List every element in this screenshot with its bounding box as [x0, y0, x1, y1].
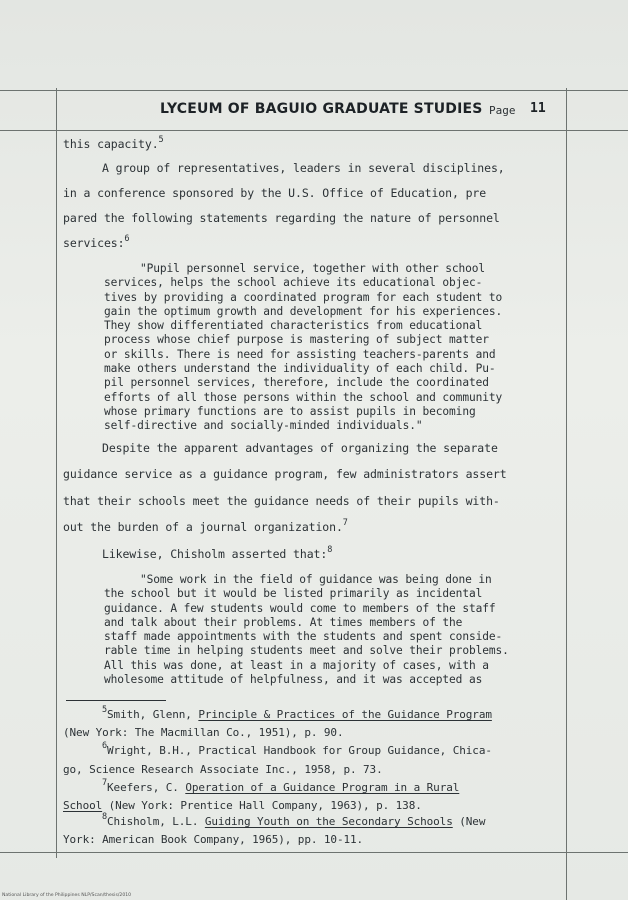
body-line: that their schools meet the guidance needs of their pupils with-: [63, 494, 500, 508]
body-line: guidance service as a guidance program, few administrators assert: [63, 467, 507, 481]
footnote-ref: 7: [342, 518, 348, 528]
left-margin-line: [56, 88, 57, 858]
footnote-ref: 8: [327, 545, 333, 555]
quote-line: wholesome attitude of helpfulness, and it was accepted as: [104, 673, 483, 687]
quote-line: make others understand the individuality of each child. Pu-: [104, 362, 496, 376]
block-quote: [104, 262, 502, 434]
quote-line: pil personnel services, therefore, include the coordinated: [104, 376, 489, 390]
footnote-ref: 6: [124, 234, 130, 244]
quote-line: "Some work in the field of guidance was being done in: [140, 573, 492, 586]
quote-line: "Pupil personnel service, together with other school: [140, 262, 486, 275]
page-number: 11: [530, 101, 546, 116]
footnote-6: $^6$Wright, B.H., Practical Handbook for Group Guidance, Chica-: [102, 741, 492, 757]
quote-line: whose primary functions are to assist pupils in becoming: [104, 404, 476, 418]
quote-line: They show differentiated characteristics from educational: [104, 319, 483, 333]
body-line: this capacity.$^5$: [63, 135, 164, 151]
body-line: in a conference sponsored by the U.S. Office of Education, pre: [63, 186, 487, 200]
quote-line: services, helps the school achieve its educational objec-: [104, 276, 483, 290]
scan-credit: National Library of the Philippines NLP/Scan/thesis/2010: [2, 893, 132, 898]
quote-line: self-directive and socially-minded individuals.": [104, 419, 423, 433]
header-rule: [0, 130, 628, 131]
page-label: Page: [489, 104, 516, 117]
quote-line: process whose chief purpose is mastering of subject matter: [104, 333, 489, 347]
top-rule: [0, 90, 628, 91]
footnote-7: $^7$Keefers, C. Operation of a Guidance Program in a Rural: [102, 778, 460, 794]
footnote-ref: 5: [158, 135, 164, 145]
body-line: A group of representatives, leaders in several disciplines,: [102, 161, 505, 175]
quote-line: rable time in helping students meet and solve their problems.: [104, 644, 509, 658]
footnote-6-line2: go, Science Research Associate Inc., 1958, p. 73.: [63, 763, 383, 776]
footnote-separator: [66, 700, 166, 701]
quote-line: staff made appointments with the students and spent conside-: [104, 630, 503, 644]
header-title: LYCEUM OF BAGUIO GRADUATE STUDIES: [160, 101, 483, 117]
quote-line: tives by providing a coordinated program for each student to: [104, 290, 503, 304]
footnote-5-line2: (New York: The Macmillan Co., 1951), p. 90.: [63, 726, 344, 739]
footnote-7-line2: School (New York: Prentice Hall Company, 1963), p. 138.: [63, 799, 422, 812]
bottom-rule: [0, 852, 628, 853]
quote-line: All this was done, at least in a majority of cases, with a: [104, 658, 489, 672]
quote-line: the school but it would be listed primarily as incidental: [104, 587, 483, 601]
footnote-5: $^5$Smith, Glenn, Principle & Practices of the Guidance Program: [102, 705, 492, 721]
body-line: out the burden of a journal organization.$^7$: [63, 518, 348, 534]
quote-line: or skills. There is need for assisting teachers-parents and: [104, 347, 496, 361]
right-margin-line: [566, 88, 567, 900]
body-line: Despite the apparent advantages of organizing the separate: [102, 441, 498, 455]
quote-line: gain the optimum growth and development for his experiences.: [104, 304, 503, 318]
body-line: pared the following statements regarding the nature of personnel: [63, 211, 500, 225]
body-line: Likewise, Chisholm asserted that:$^8$: [102, 545, 333, 561]
footnote-8-line2: York: American Book Company, 1965), pp. 10-11.: [63, 833, 364, 846]
quote-line: guidance. A few students would come to members of the staff: [104, 601, 496, 615]
body-line: services:$^6$: [63, 234, 130, 250]
block-quote: [104, 573, 509, 687]
footnote-8: $^8$Chisholm, L.L. Guiding Youth on the Secondary Schools (New: [102, 812, 486, 828]
quote-line: and talk about their problems. At times members of the: [104, 615, 463, 629]
quote-line: efforts of all those persons within the school and community: [104, 390, 503, 404]
